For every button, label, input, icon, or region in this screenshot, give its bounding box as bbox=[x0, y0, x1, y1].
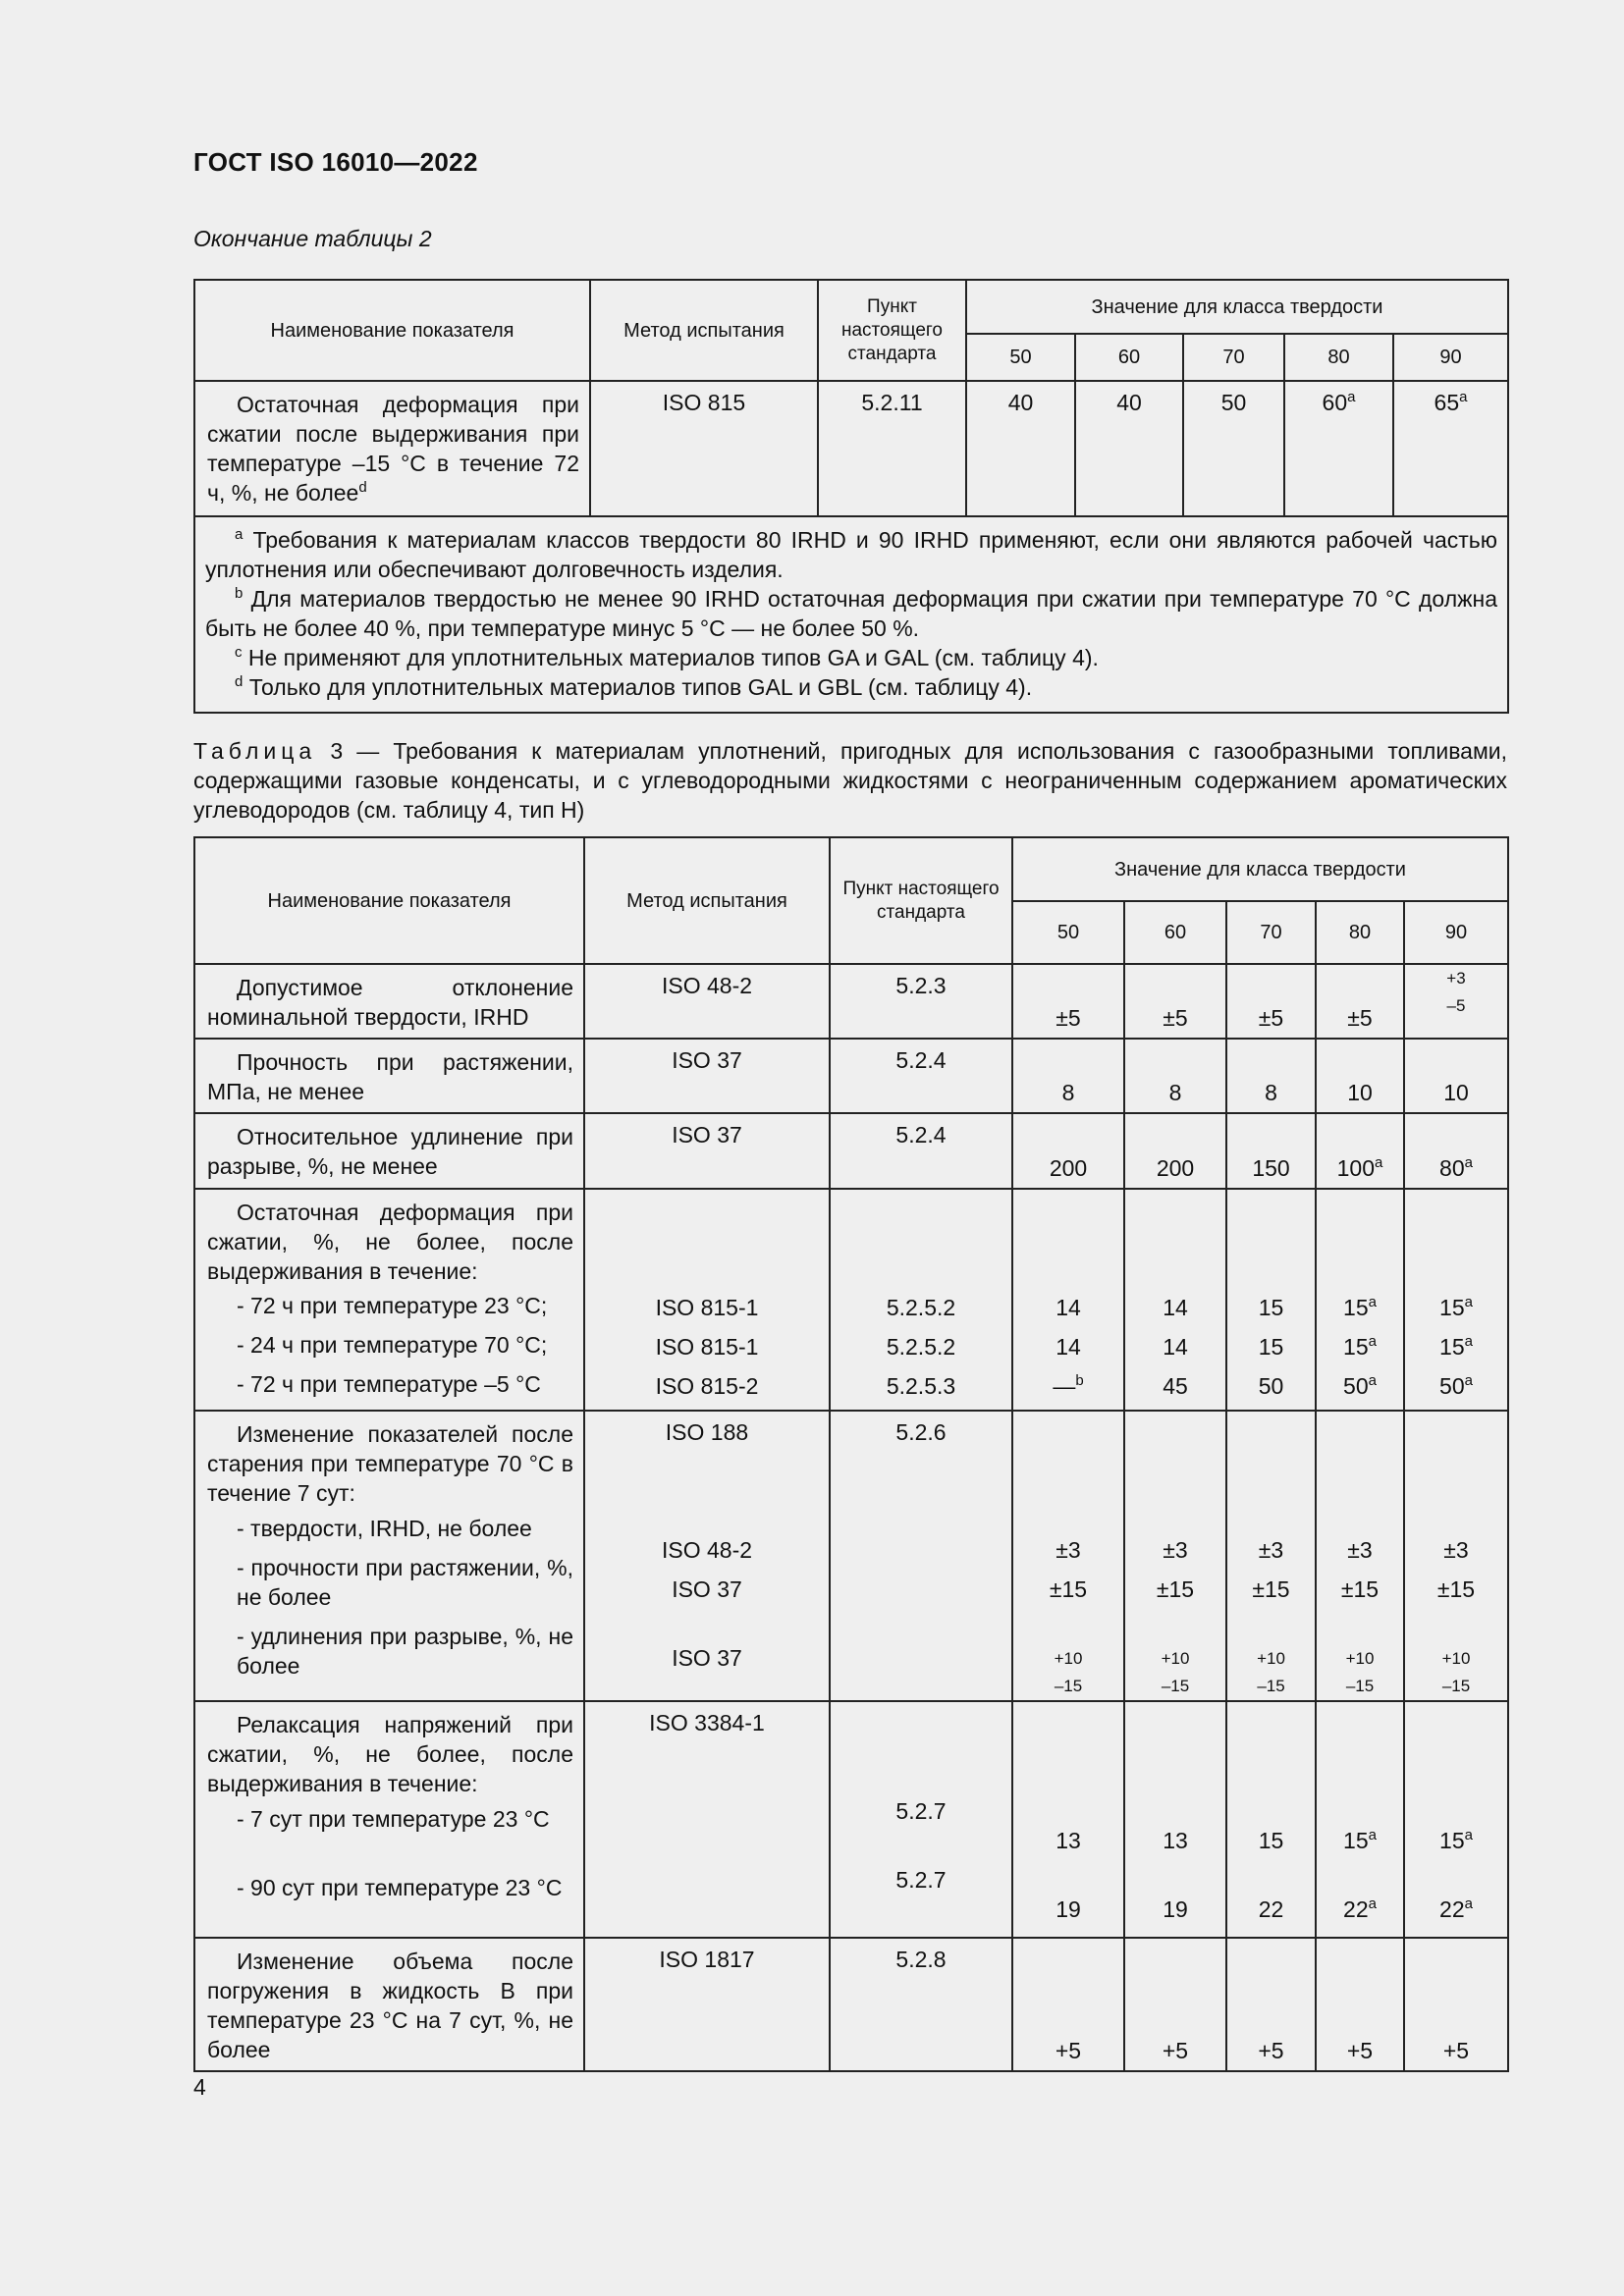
row-name: Остаточная деформация при сжатии, %, не более, после выдерживания в течение: - 72 ч при температуре 23 °С; - 24 ч при температуре 70 °С; - 72 ч при температуре –5 °С bbox=[194, 1189, 584, 1411]
value-cell: 14 14 45 bbox=[1124, 1189, 1226, 1411]
value-cell: 10 bbox=[1316, 1039, 1404, 1113]
header-class: 50 bbox=[966, 334, 1075, 381]
header-name: Наименование показателя bbox=[194, 837, 584, 964]
value-cell: 100$^a$ bbox=[1316, 1113, 1404, 1189]
row-method: ISO 1817 bbox=[584, 1938, 830, 2071]
value-cell: 15$^a$ 15$^a$ 50$^a$ bbox=[1316, 1189, 1404, 1411]
row-clause: 5.2.6 bbox=[830, 1411, 1012, 1701]
value-cell: +5 bbox=[1124, 1938, 1226, 2071]
header-class: 90 bbox=[1393, 334, 1508, 381]
value-cell: 40 bbox=[966, 381, 1075, 516]
value-cell: 50 bbox=[1183, 381, 1284, 516]
header-class: 60 bbox=[1124, 901, 1226, 964]
header-name: Наименование показателя bbox=[194, 280, 590, 381]
row-clause: 5.2.8 bbox=[830, 1938, 1012, 2071]
row-name: Относительное удлинение при разрыве, %, не менее bbox=[194, 1113, 584, 1189]
table-row bbox=[194, 1411, 1508, 1701]
table-row bbox=[194, 1701, 1508, 1938]
row-name: Изменение объема после погружения в жидкость В при температуре 23 °С на 7 сут, %, не более bbox=[194, 1938, 584, 2071]
header-method: Метод испытания bbox=[590, 280, 818, 381]
value-cell: 80$^a$ bbox=[1404, 1113, 1508, 1189]
header-hardness-group: Значение для класса твердости bbox=[966, 280, 1508, 334]
table-row bbox=[194, 1039, 1508, 1113]
value-cell: 40 bbox=[1075, 381, 1183, 516]
value-cell: +5 bbox=[1404, 1938, 1508, 2071]
value-cell: ±3 ±15 +10 –15 bbox=[1124, 1411, 1226, 1701]
value-cell: 8 bbox=[1226, 1039, 1316, 1113]
row-method: ISO 37 bbox=[584, 1113, 830, 1189]
value-cell: 15 22 bbox=[1226, 1701, 1316, 1938]
value-cell: ±5 bbox=[1012, 964, 1124, 1039]
footnote-c: $^c$ Не применяют для уплотнительных материалов типов GA и GAL (см. таблицу 4). bbox=[235, 644, 1099, 670]
table-3-caption: Таблица 3 — Требования к материалам уплотнений, пригодных для использования с газообразными топливами, содержащими газовые конденсаты, и с углеводородными жидкостями с неограниченным содержанием ароматических углеводородов (см. таблицу 4, тип Н) bbox=[193, 738, 1507, 823]
row-clause: 5.2.4 bbox=[830, 1039, 1012, 1113]
row-name: Остаточная деформация при сжатии после выдерживания при температуре –15 °С в течение 72 ч, %, не более$^d$ bbox=[194, 381, 590, 516]
value-cell: 200 bbox=[1124, 1113, 1226, 1189]
header-class: 60 bbox=[1075, 334, 1183, 381]
value-cell: 200 bbox=[1012, 1113, 1124, 1189]
table-row bbox=[194, 381, 1508, 516]
row-name: Изменение показателей после старения при температуре 70 °С в течение 7 сут: - твердости, IRHD, не более - прочности при растяжении, %, не более - удлинения при разрыве, %, не более bbox=[194, 1411, 584, 1701]
row-method: ISO 188 ISO 48-2 ISO 37 ISO 37 bbox=[584, 1411, 830, 1701]
value-cell: ±3 ±15 +10 –15 bbox=[1012, 1411, 1124, 1701]
page-number: 4 bbox=[193, 2074, 206, 2100]
row-name: Допустимое отклонение номинальной твердости, IRHD bbox=[194, 964, 584, 1039]
value-cell: 13 19 bbox=[1124, 1701, 1226, 1938]
value-cell: +5 bbox=[1012, 1938, 1124, 2071]
value-cell: 150 bbox=[1226, 1113, 1316, 1189]
value-cell: 8 bbox=[1012, 1039, 1124, 1113]
header-class: 80 bbox=[1284, 334, 1393, 381]
row-method: ISO 37 bbox=[584, 1039, 830, 1113]
value-cell: 15$^a$ 15$^a$ 50$^a$ bbox=[1404, 1189, 1508, 1411]
row-clause: 5.2.3 bbox=[830, 964, 1012, 1039]
row-method: ISO 3384-1 bbox=[584, 1701, 830, 1938]
header-class: 80 bbox=[1316, 901, 1404, 964]
value-cell: ±3 ±15 +10 –15 bbox=[1316, 1411, 1404, 1701]
value-cell: 15$^a$ 22$^a$ bbox=[1316, 1701, 1404, 1938]
table-row bbox=[194, 1938, 1508, 2071]
table-row bbox=[194, 1189, 1508, 1411]
table-row bbox=[194, 964, 1508, 1039]
header-method: Метод испытания bbox=[584, 837, 830, 964]
header-class: 70 bbox=[1226, 901, 1316, 964]
value-cell: 15 15 50 bbox=[1226, 1189, 1316, 1411]
row-method: ISO 815-1 ISO 815-1 ISO 815-2 bbox=[584, 1189, 830, 1411]
table-3 bbox=[193, 836, 1509, 2072]
row-clause: 5.2.11 bbox=[818, 381, 966, 516]
value-cell: ±3 ±15 +10 –15 bbox=[1226, 1411, 1316, 1701]
value-cell: +5 bbox=[1316, 1938, 1404, 2071]
document-title: ГОСТ ISO 16010—2022 bbox=[193, 147, 478, 177]
header-clause: Пункт настоящего стандарта bbox=[818, 280, 966, 381]
header-class: 90 bbox=[1404, 901, 1508, 964]
row-name: Прочность при растяжении, МПа, не менее bbox=[194, 1039, 584, 1113]
footnote-a: $^a$ Требования к материалам классов твердости 80 IRHD и 90 IRHD применяют, если они являются рабочей частью уплотнения или обеспечивают долговечность изделия. bbox=[205, 526, 1498, 582]
value-cell: ±5 bbox=[1226, 964, 1316, 1039]
header-class: 70 bbox=[1183, 334, 1284, 381]
row-name: Релаксация напряжений при сжатии, %, не более, после выдерживания в течение: - 7 сут при температуре 23 °С - 90 сут при температуре 23 °С bbox=[194, 1701, 584, 1938]
value-cell: +5 bbox=[1226, 1938, 1316, 2071]
value-cell: 60$^a$ bbox=[1284, 381, 1393, 516]
value-cell: +3 –5 bbox=[1404, 964, 1508, 1039]
table-notes bbox=[194, 516, 1508, 713]
value-cell: 15$^a$ 22$^a$ bbox=[1404, 1701, 1508, 1938]
row-clause: 5.2.4 bbox=[830, 1113, 1012, 1189]
value-cell: 10 bbox=[1404, 1039, 1508, 1113]
row-clause: 5.2.7 5.2.7 bbox=[830, 1701, 1012, 1938]
row-method: ISO 815 bbox=[590, 381, 818, 516]
value-cell: ±5 bbox=[1316, 964, 1404, 1039]
footnote-d: $^d$ Только для уплотнительных материалов типов GAL и GBL (см. таблицу 4). bbox=[235, 673, 1033, 700]
header-class: 50 bbox=[1012, 901, 1124, 964]
table-continuation-label: Окончание таблицы 2 bbox=[193, 226, 432, 251]
row-method: ISO 48-2 bbox=[584, 964, 830, 1039]
header-hardness-group: Значение для класса твердости bbox=[1012, 837, 1508, 901]
value-cell: ±3 ±15 +10 –15 bbox=[1404, 1411, 1508, 1701]
value-cell: 14 14 —$^b$ bbox=[1012, 1189, 1124, 1411]
header-clause: Пункт настоящего стандарта bbox=[830, 837, 1012, 964]
value-cell: 13 19 bbox=[1012, 1701, 1124, 1938]
table-2 bbox=[193, 279, 1509, 714]
table-row bbox=[194, 1113, 1508, 1189]
footnote-b: $^b$ Для материалов твердостью не менее 90 IRHD остаточная деформация при сжатии при температуре 70 °С должна быть не более 40 %, при температуре минус 5 °С — не более 50 %. bbox=[205, 585, 1497, 641]
row-clause: 5.2.5.2 5.2.5.2 5.2.5.3 bbox=[830, 1189, 1012, 1411]
value-cell: 65$^a$ bbox=[1393, 381, 1508, 516]
value-cell: ±5 bbox=[1124, 964, 1226, 1039]
value-cell: 8 bbox=[1124, 1039, 1226, 1113]
